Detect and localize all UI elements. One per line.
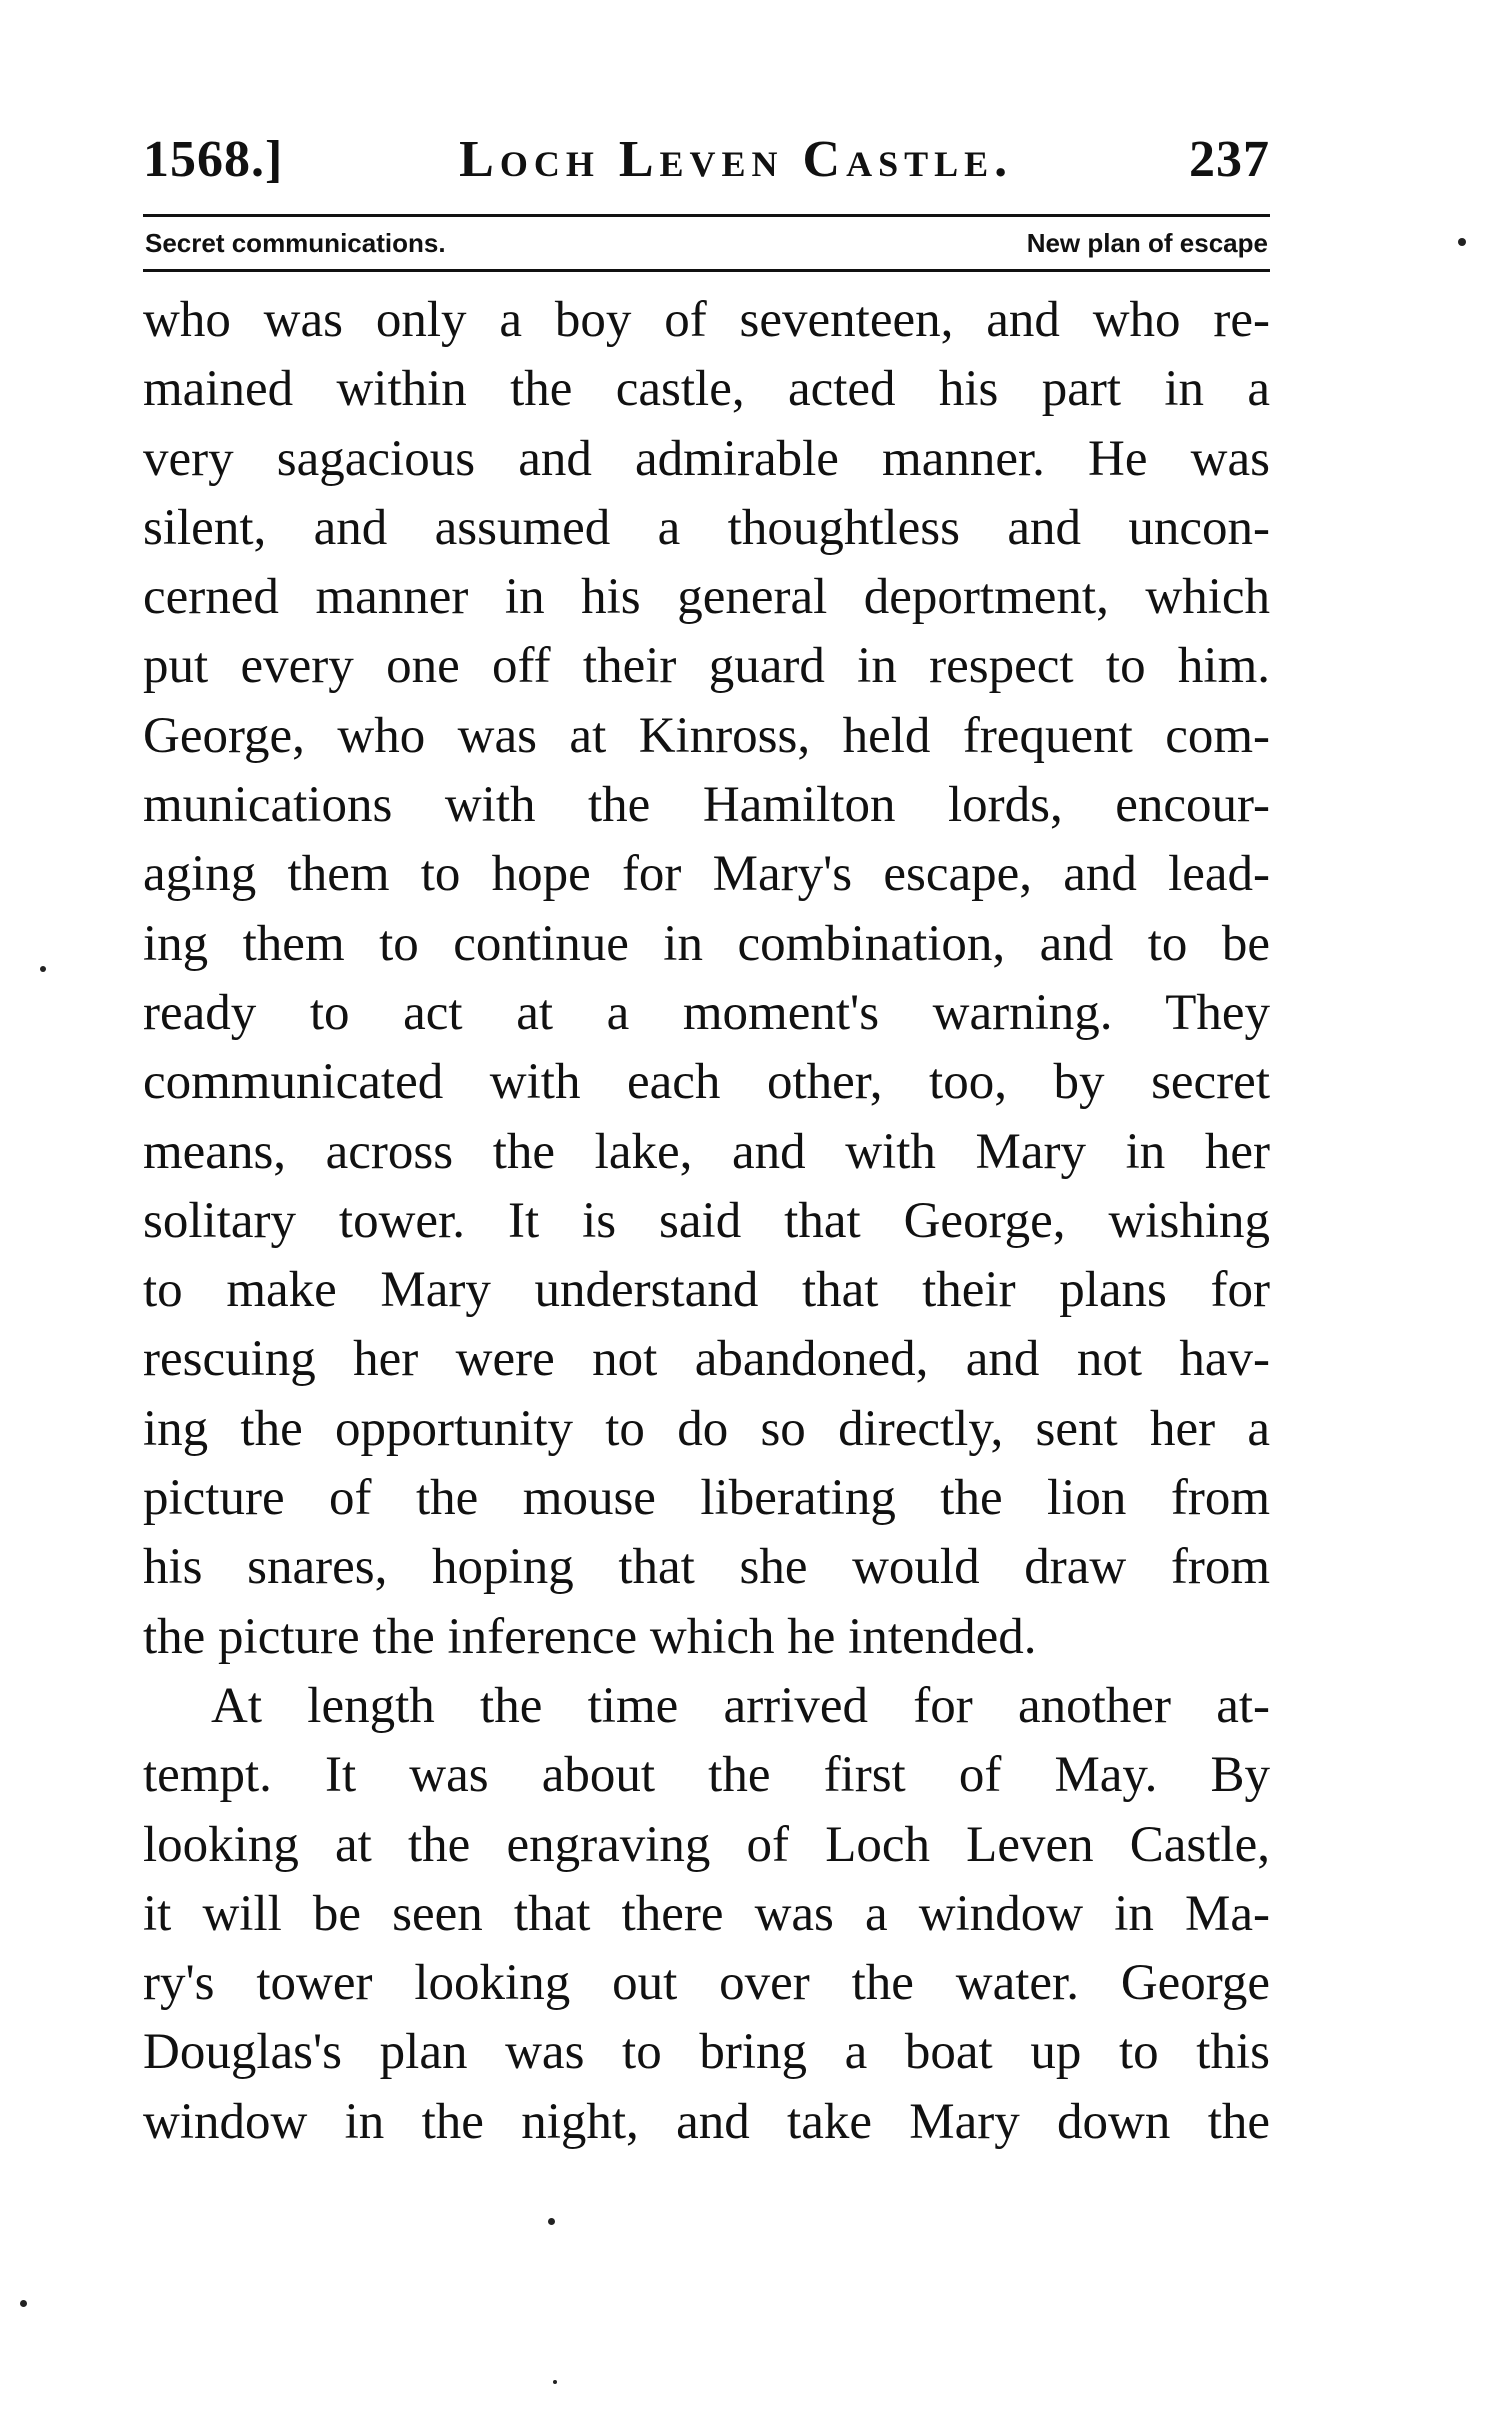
paragraph-1	[143, 286, 1270, 1672]
scan-speck	[20, 2300, 27, 2307]
text-line: the picture the inference which he intended.	[143, 1608, 1037, 1665]
text-line: put every one off their guard in respect to him.	[143, 638, 1270, 695]
header-title: Loch Leven Castle.	[459, 131, 1014, 188]
marginal-subheads	[143, 217, 1270, 269]
text-line: cerned manner in his general deportment, which	[143, 569, 1270, 626]
text-line: silent, and assumed a thoughtless and uncon-	[143, 499, 1270, 556]
text-line: picture of the mouse liberating the lion from	[143, 1470, 1270, 1527]
header-rule-bottom	[143, 269, 1270, 272]
running-head	[143, 130, 1270, 214]
text-line: rescuing her were not abandoned, and not hav-	[143, 1331, 1270, 1388]
text-line: ing them to continue in combination, and to be	[143, 915, 1270, 972]
text-line: to make Mary understand that their plans for	[143, 1262, 1270, 1319]
scan-speck	[1458, 238, 1466, 246]
text-line: looking at the engraving of Loch Leven Castle,	[143, 1816, 1270, 1873]
subhead-right: New plan of escape	[1026, 227, 1268, 258]
text-line: very sagacious and admirable manner. He was	[143, 430, 1270, 487]
text-line: solitary tower. It is said that George, wishing	[143, 1192, 1270, 1249]
header-year: 1568.]	[143, 131, 284, 188]
paragraph-2	[143, 1672, 1270, 2157]
scan-speck	[548, 2218, 555, 2225]
text-line: means, across the lake, and with Mary in her	[143, 1123, 1270, 1180]
text-line: At length the time arrived for another at-	[211, 1677, 1270, 1734]
scan-speck	[40, 966, 46, 972]
text-line: window in the night, and take Mary down the	[143, 2093, 1270, 2150]
text-line: ready to act at a moment's warning. They	[143, 984, 1270, 1041]
book-page	[143, 130, 1270, 2157]
subhead-left: Secret communications.	[145, 227, 446, 258]
text-line: ry's tower looking out over the water. George	[143, 1955, 1270, 2012]
text-line: tempt. It was about the first of May. By	[143, 1747, 1270, 1804]
text-line: aging them to hope for Mary's escape, and lead-	[143, 846, 1270, 903]
text-line: Douglas's plan was to bring a boat up to this	[143, 2024, 1270, 2081]
text-line: it will be seen that there was a window in Ma-	[143, 1885, 1270, 1942]
text-line: his snares, hoping that she would draw from	[143, 1539, 1270, 1596]
page-number: 237	[1188, 131, 1270, 188]
text-line: munications with the Hamilton lords, encour-	[143, 777, 1270, 834]
text-line: communicated with each other, too, by secret	[143, 1054, 1270, 1111]
text-line: mained within the castle, acted his part in a	[143, 361, 1270, 418]
scan-speck	[553, 2380, 557, 2384]
text-line: George, who was at Kinross, held frequent com-	[143, 707, 1270, 764]
body-text	[143, 286, 1270, 2157]
text-line: who was only a boy of seventeen, and who re-	[143, 292, 1270, 348]
text-line: ing the opportunity to do so directly, sent her a	[143, 1400, 1270, 1457]
